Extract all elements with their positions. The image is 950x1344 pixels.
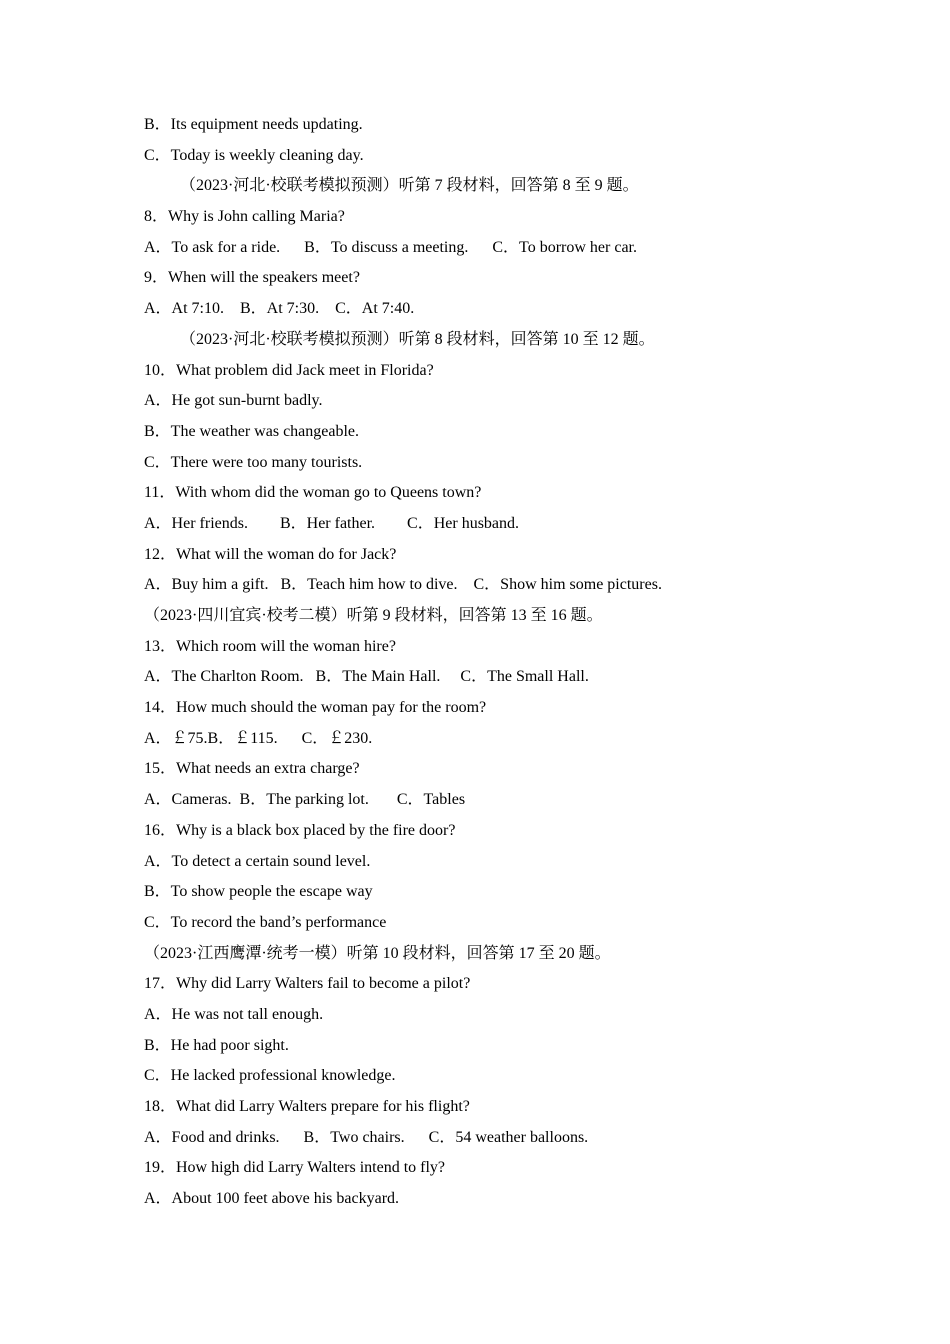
question-text: 16．Why is a black box placed by the fire door? [144,821,456,839]
answer-options: A．Her friends. B．Her father. C．Her husband. [144,514,520,532]
question-text: 11．With whom did the woman go to Queens town? [144,484,482,502]
answer-options: B．To show people the escape way [144,883,373,901]
answer-options: A．At 7:10. B．At 7:30. C．At 7:40. [144,300,415,318]
question-text: 17．Why did Larry Walters fail to become a pilot? [144,975,471,993]
answer-options: B．He had poor sight. [144,1036,289,1054]
question-text: 10．What problem did Jack meet in Florida? [144,361,434,379]
question-text: 15．What needs an extra charge? [144,760,360,778]
answer-options: B．The weather was changeable. [144,422,360,440]
question-text: 9．When will the speakers meet? [144,269,360,287]
answer-options: A．He was not tall enough. [144,1005,324,1023]
answer-options: A．To detect a certain sound level. [144,852,371,870]
answer-options: A．￡75.B．￡115. C．￡230. [144,729,373,747]
answer-options: A．To ask for a ride. B．To discuss a meeting. C．To borrow her car. [144,238,637,256]
section-heading: （2023·江西鹰潭·统考一模）听第 10 段材料，回答第 17 至 20 题。 [144,944,611,962]
answer-options: C．He lacked professional knowledge. [144,1067,396,1085]
section-heading: （2023·河北·校联考模拟预测）听第 7 段材料，回答第 8 至 9 题。 [180,177,639,195]
question-text: 14．How much should the woman pay for the room? [144,699,487,717]
answer-options: A．Buy him a gift. B．Teach him how to dive. C．Show him some pictures. [144,576,662,594]
section-heading: （2023·四川宜宾·校考二模）听第 9 段材料，回答第 13 至 16 题。 [144,607,603,624]
answer-options: A．He got sun-burnt badly. [144,392,323,410]
answer-options: C．There were too many tourists. [144,453,363,471]
section-heading: （2023·河北·校联考模拟预测）听第 8 段材料，回答第 10 至 12 题。 [180,330,655,348]
question-text: 19．How high did Larry Walters intend to fly? [144,1159,446,1177]
answer-options: A．Food and drinks. B．Two chairs. C．54 weather balloons. [144,1128,589,1146]
answer-options: C．To record the band’s performance [144,913,387,931]
answer-options: A．Cameras. B．The parking lot. C．Tables [144,791,466,809]
document-body [144,110,824,1215]
question-text: 8．Why is John calling Maria? [144,208,345,226]
question-text: 13．Which room will the woman hire? [144,637,396,655]
question-text: 12．What will the woman do for Jack? [144,545,397,563]
question-text: 18．What did Larry Walters prepare for his flight? [144,1098,470,1115]
answer-options: A．About 100 feet above his backyard. [144,1190,400,1208]
answer-options: C．Today is weekly cleaning day. [144,146,364,164]
answer-options: B．Its equipment needs updating. [144,116,363,133]
answer-options: A．The Charlton Room. B．The Main Hall. C．The Small Hall. [144,668,589,686]
